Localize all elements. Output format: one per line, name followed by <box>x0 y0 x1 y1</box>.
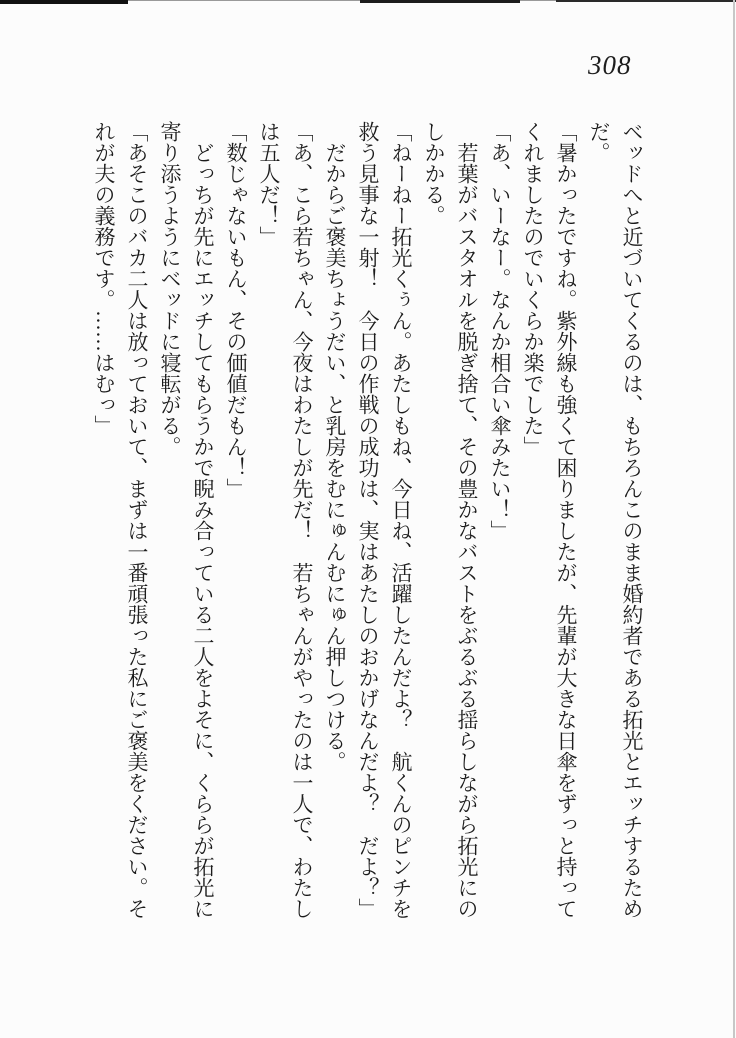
paragraph-dialogue-6: 「あそこのバカ二人は放っておいて、まずは一番頑張った私にご褒美をください。それが夫の義務です。……はむっ」 <box>92 121 149 919</box>
paragraph-dialogue-2: 「あ、いーなー。なんか相合い傘みたい！」 <box>488 121 512 541</box>
paragraph-dialogue-3: 「ねーねー拓光くぅん。あたしもね、今日ね、活躍したんだよ？ 航くんのピンチを救う見事な一射！ 今日の作戦の成功は、実はあたしのおかげなんだよ？ だよ？」 <box>356 121 413 919</box>
vertical-text-block <box>87 121 648 921</box>
scan-edge-top-segment-left <box>0 0 128 4</box>
paragraph-dialogue-5: 「数じゃないもん、その価値だもん！」 <box>224 121 248 499</box>
scan-edge-top-segment-right <box>556 0 736 2</box>
paragraph-narration-1: ベッドへと近づいてくるのは、もちろんこのまま婚約者である拓光とエッチするためだ。 <box>587 121 644 919</box>
page-number: 308 <box>588 50 632 80</box>
scan-edge-top-segment-mid <box>360 0 520 3</box>
paragraph-narration-2: 若葉がバスタオルを脱ぎ捨て、その豊かなバストをぶるぶる揺らしながら拓光にのしかかる。 <box>422 121 479 919</box>
paragraph-dialogue-4: 「あ、こら若ちゃん、今夜はわたしが先だ！ 若ちゃんがやったのは一人で、わたしは五人だ！」 <box>257 121 314 919</box>
paragraph-narration-3: だからご褒美ちょうだい、と乳房をむにゅんむにゅん押しつける。 <box>323 121 347 772</box>
scan-edge-right-line <box>733 0 735 1038</box>
paragraph-dialogue-1: 「暑かったですね。紫外線も強くて困りましたが、先輩が大きな日傘をずっと持ってくれましたのでいくらか楽でした」 <box>521 121 578 919</box>
paragraph-narration-4: どっちが先にエッチしてもらうかで睨み合っている二人をよそに、くららが拓光に寄り添うようにベッドに寝転がる。 <box>158 121 215 919</box>
